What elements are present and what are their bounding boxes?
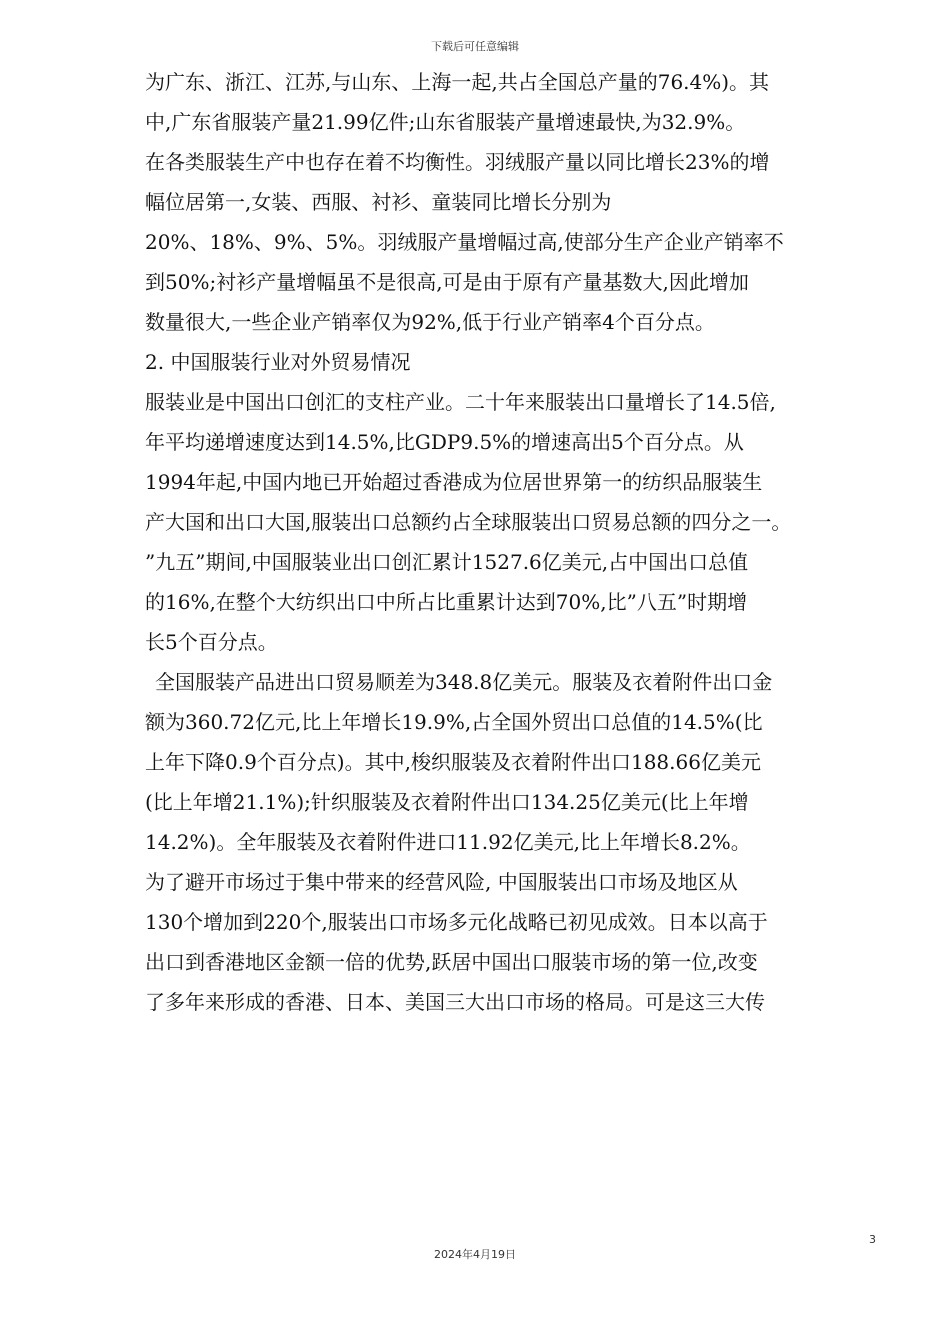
text-line: 产大国和出口大国,服装出口总额约占全球服装出口贸易总额的四分之一。 (145, 510, 792, 534)
section-heading: 2. 中国服装行业对外贸易情况 (145, 350, 411, 374)
page-header: 下载后可任意编辑 (431, 40, 519, 53)
text-line: 全国服装产品进出口贸易顺差为348.8亿美元。服装及衣着附件出口金 (155, 670, 773, 694)
text-line: 为广东、浙江、江苏,与山东、上海一起,共占全国总产量的76.4%)。其 (145, 70, 770, 94)
text-line: 上年下降0.9个百分点)。其中,梭织服装及衣着附件出口188.66亿美元 (145, 750, 761, 774)
text-line: 130个增加到220个,服装出口市场多元化战略已初见成效。日本以高于 (145, 910, 768, 934)
text-line: 了多年来形成的香港、日本、美国三大出口市场的格局。可是这三大传 (145, 990, 765, 1014)
text-line: 数量很大,一些企业产销率仅为92%,低于行业产销率4个百分点。 (145, 310, 715, 334)
text-line: (比上年增21.1%);针织服装及衣着附件出口134.25亿美元(比上年增 (145, 790, 749, 814)
text-line: ”九五”期间,中国服装业出口创汇累计1527.6亿美元,占中国出口总值 (145, 550, 749, 574)
text-line: 1994年起,中国内地已开始超过香港成为位居世界第一的纺织品服装生 (145, 470, 763, 494)
text-line: 幅位居第一,女装、西服、衬衫、童装同比增长分别为 (145, 190, 612, 214)
text-line: 的16%,在整个大纺织出口中所占比重累计达到70%,比”八五”时期增 (145, 590, 748, 614)
text-line: 14.2%)。全年服装及衣着附件进口11.92亿美元,比上年增长8.2%。 (145, 830, 751, 854)
document-body (145, 62, 905, 1022)
page-footer-date: 2024年4月19日 (434, 1248, 516, 1261)
text-line: 到50%;衬衫产量增幅虽不是很高,可是由于原有产量基数大,因此增加 (145, 270, 749, 294)
page-number: 3 (869, 1233, 876, 1246)
text-line: 额为360.72亿元,比上年增长19.9%,占全国外贸出口总值的14.5%(比 (145, 710, 763, 734)
text-line: 为了避开市场过于集中带来的经营风险, 中国服装出口市场及地区从 (145, 870, 738, 894)
text-line: 在各类服装生产中也存在着不均衡性。羽绒服产量以同比增长23%的增 (145, 150, 770, 174)
text-line: 年平均递增速度达到14.5%,比GDP9.5%的增速高出5个百分点。从 (145, 430, 744, 454)
text-line: 20%、18%、9%、5%。羽绒服产量增幅过高,使部分生产企业产销率不 (145, 230, 784, 254)
text-line: 长5个百分点。 (145, 630, 278, 654)
text-line: 出口到香港地区金额一倍的优势,跃居中国出口服装市场的第一位,改变 (145, 950, 758, 974)
text-line: 服装业是中国出口创汇的支柱产业。二十年来服装出口量增长了14.5倍, (145, 390, 776, 414)
text-line: 中,广东省服装产量21.99亿件;山东省服装产量增速最快,为32.9%。 (145, 110, 746, 134)
